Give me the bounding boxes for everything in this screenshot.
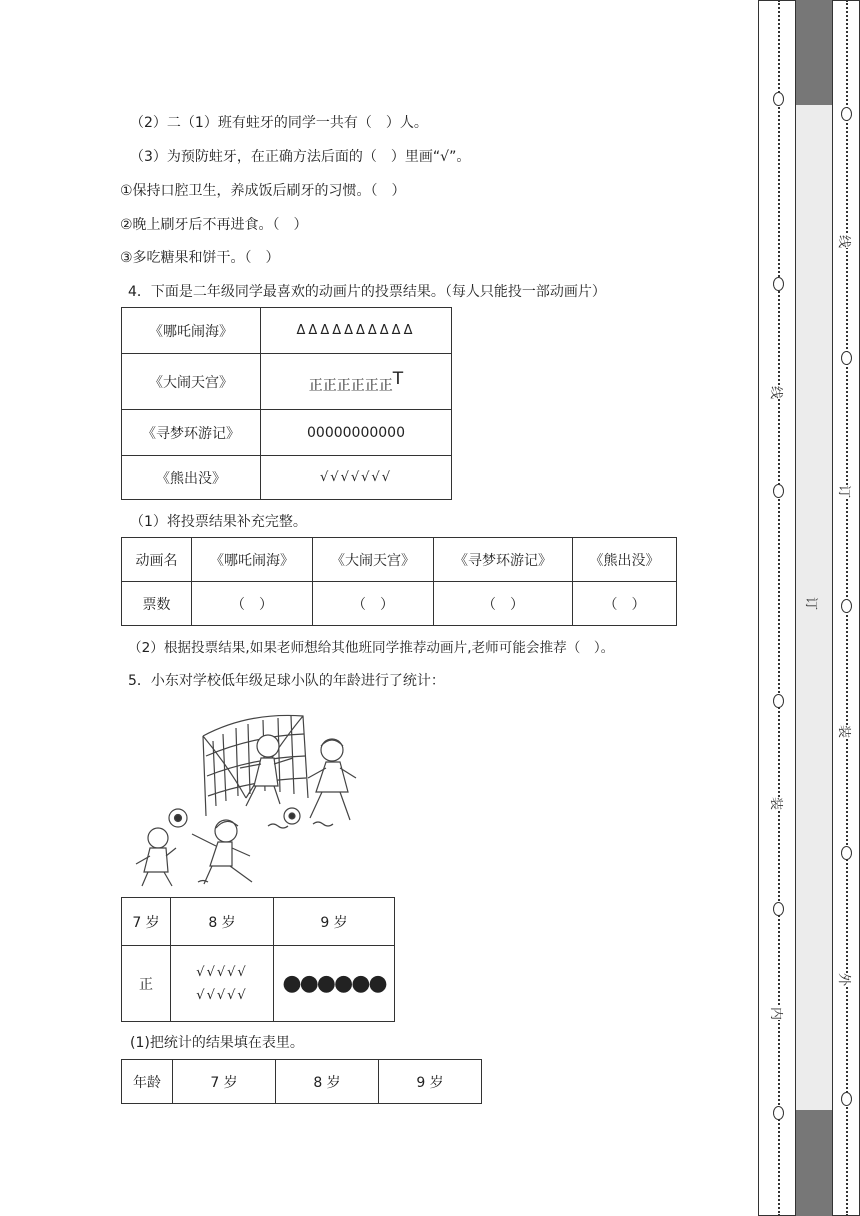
margin-char: 线 bbox=[768, 386, 787, 399]
table-row bbox=[122, 538, 677, 582]
margin-char: 订 bbox=[803, 596, 819, 611]
q3-option1: ①保持口腔卫生，养成饭后刷牙的习惯。（ ） bbox=[120, 183, 406, 199]
header-cell: 9 岁 bbox=[379, 1060, 482, 1104]
inner-cut-line bbox=[778, 0, 780, 1216]
margin-circle bbox=[773, 694, 784, 708]
q5-tally-table bbox=[121, 897, 395, 1022]
vote-marks: ΔΔΔΔΔΔΔΔΔΔ bbox=[261, 308, 452, 354]
margin-circle bbox=[841, 846, 852, 860]
vote-marks: 00000000000 bbox=[261, 410, 452, 456]
q5-sub1: (1)把统计的结果填在表里。 bbox=[130, 1035, 304, 1051]
vote-row bbox=[122, 354, 452, 410]
q4-title: 4．下面是二年级同学最喜欢的动画片的投票结果。（每人只能投一部动画片） bbox=[128, 284, 606, 300]
margin-circle bbox=[773, 1106, 784, 1120]
vote-name: 《熊出没》 bbox=[122, 456, 261, 500]
age-header: 7 岁 bbox=[122, 898, 171, 946]
vote-marks: √√√√√√√ bbox=[261, 456, 452, 500]
vote-row bbox=[122, 456, 452, 500]
table-row bbox=[122, 1060, 482, 1104]
vote-row bbox=[122, 410, 452, 456]
vote-name: 《大闹天宫》 bbox=[122, 354, 261, 410]
vote-marks-partial: T bbox=[392, 368, 404, 389]
answer-blank[interactable]: （ ） bbox=[192, 582, 313, 626]
tally-7: 正 bbox=[122, 946, 171, 1022]
header-cell: 动画名 bbox=[122, 538, 192, 582]
age-header: 9 岁 bbox=[274, 898, 395, 946]
table-row bbox=[122, 582, 677, 626]
margin-circle bbox=[841, 107, 852, 121]
header-cell: 7 岁 bbox=[173, 1060, 276, 1104]
strip-dark-top bbox=[796, 0, 832, 105]
strip-dark-bottom bbox=[796, 1110, 832, 1216]
q5-fill-table bbox=[121, 1059, 482, 1104]
margin-circle bbox=[773, 484, 784, 498]
margin-circle bbox=[773, 92, 784, 106]
q4-sub1: （1）将投票结果补充完整。 bbox=[130, 514, 307, 530]
header-cell: 《寻梦环游记》 bbox=[434, 538, 573, 582]
margin-char: 订 bbox=[836, 485, 855, 498]
header-cell: 8 岁 bbox=[276, 1060, 379, 1104]
age-header: 8 岁 bbox=[171, 898, 274, 946]
q3-option3: ③多吃糖果和饼干。（ ） bbox=[120, 250, 280, 266]
header-cell: 《熊出没》 bbox=[573, 538, 677, 582]
header-cell: 《大闹天宫》 bbox=[313, 538, 434, 582]
soccer-children-illustration bbox=[128, 706, 368, 888]
answer-blank[interactable]: （ ） bbox=[434, 582, 573, 626]
margin-char: 线 bbox=[836, 235, 855, 248]
tally-8-line: √√√√√ bbox=[196, 987, 248, 1003]
vote-marks-cell bbox=[261, 354, 452, 410]
margin-char: 装 bbox=[768, 797, 787, 810]
tally-8-cell bbox=[171, 946, 274, 1022]
margin-circle bbox=[841, 351, 852, 365]
vote-name: 《寻梦环游记》 bbox=[122, 410, 261, 456]
q4-sub2: （2）根据投票结果,如果老师想给其他班同学推荐动画片,老师可能会推荐（ ）。 bbox=[128, 640, 615, 656]
margin-char: 内 bbox=[768, 1007, 787, 1020]
margin-char: 外 bbox=[836, 973, 855, 986]
q5-title: 5．小东对学校低年级足球小队的年龄进行了统计： bbox=[128, 673, 445, 689]
q3-part3: （3）为预防蛀牙，在正确方法后面的（ ）里画“√”。 bbox=[130, 149, 471, 165]
header-cell: 《哪吒闹海》 bbox=[192, 538, 313, 582]
header-cell: 年龄 bbox=[122, 1060, 173, 1104]
answer-blank[interactable]: （ ） bbox=[573, 582, 677, 626]
q4-fill-table bbox=[121, 537, 677, 626]
tally-9: ●●●●●● bbox=[274, 946, 395, 1022]
answer-blank[interactable]: （ ） bbox=[313, 582, 434, 626]
margin-circle bbox=[841, 599, 852, 613]
margin-circle bbox=[773, 902, 784, 916]
row-label: 票数 bbox=[122, 582, 192, 626]
table-row bbox=[122, 946, 395, 1022]
vote-name: 《哪吒闹海》 bbox=[122, 308, 261, 354]
q3-option2: ②晚上刷牙后不再进食。（ ） bbox=[120, 217, 308, 233]
tally-8-line: √√√√√ bbox=[196, 964, 248, 980]
vote-table bbox=[121, 307, 452, 500]
margin-circle bbox=[773, 277, 784, 291]
table-row bbox=[122, 898, 395, 946]
q3-part2: （2）二（1）班有蛀牙的同学一共有（ ）人。 bbox=[130, 115, 428, 131]
binding-margin bbox=[758, 0, 860, 1216]
margin-char: 装 bbox=[836, 725, 855, 738]
vote-row bbox=[122, 308, 452, 354]
margin-circle bbox=[841, 1092, 852, 1106]
vote-marks: 正正正正正正 bbox=[308, 377, 393, 394]
